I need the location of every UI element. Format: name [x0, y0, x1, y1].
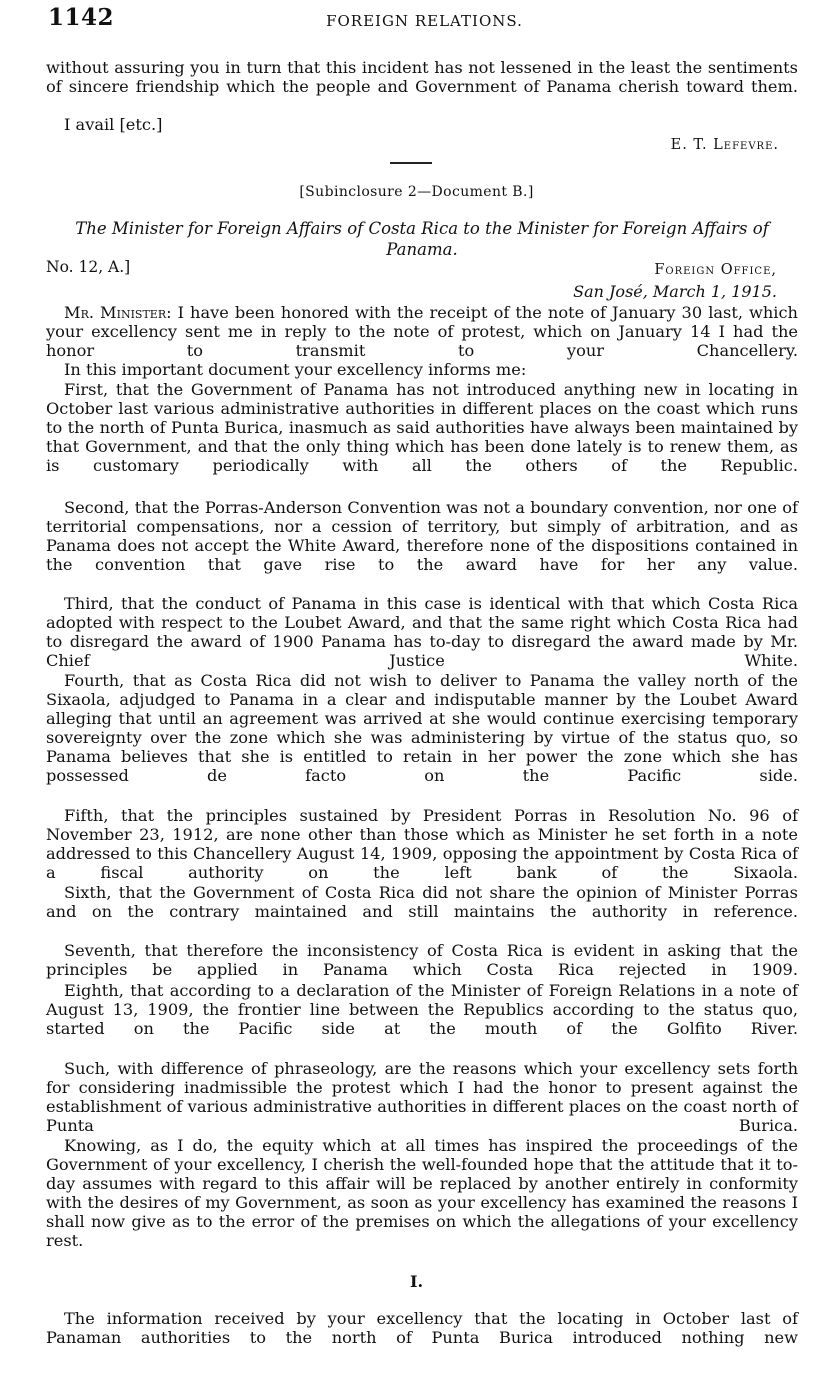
body-paragraph-2: In this important document your excellency informs me:: [64, 360, 527, 379]
body-paragraph-9: Seventh, that therefore the inconsistency of Costa Rica is evident in asking that the principles be applied in Panama which Costa Rica rejected in 1909.: [46, 941, 798, 979]
signature: E. T. Lefevre.: [670, 137, 779, 153]
body-paragraph-4: Second, that the Porras-Anderson Convention was not a boundary convention, nor one of territorial compensations, nor a cession of territory, but simply of arbitration, and as Panama does not accept the White Award, therefore none of the dispositions contained in the convention that gave rise to the award have for her any value.: [46, 498, 798, 574]
letter-title: The Minister for Foreign Affairs of Costa Rica to the Minister for Foreign Affairs of Panama.: [75, 219, 769, 259]
body-paragraph-12: Knowing, as I do, the equity which at all times has inspired the proceedings of the Government of your excellency, I cherish the well-founded hope that the attitude that it to-day assumes with regard to this affair will be replaced by another entirely in conformity with the desires of my Government, as soon as your excellency has examined the reasons I shall now give as to the error of the premises on which the allegations of your excellency rest.: [46, 1136, 798, 1250]
body-paragraph-6: Fourth, that as Costa Rica did not wish to deliver to Panama the valley north of the Sixaola, adjudged to Panama in a clear and indisputable manner by the Loubet Award alleging that until an agreement was arrived at she would continue exercising temporary sovereignty over the zone which she was administering by virtue of the status quo, so Panama believes that she is entitled to retain in her power the zone which she has possessed de facto on the Pacific side.: [46, 671, 798, 785]
document-number: No. 12, A.]: [46, 258, 131, 276]
section-heading: I.: [409, 1272, 424, 1291]
office-line: Foreign Office,: [654, 262, 777, 278]
body-paragraph-10: Eighth, that according to a declaration of the Minister of Foreign Relations in a note of August 13, 1909, the frontier line between the Republics according to the status quo, started on the Pacific side at the mouth of the Golfito River.: [46, 981, 798, 1038]
body-paragraph-7: Fifth, that the principles sustained by President Porras in Resolution No. 96 of November 23, 1912, are none other than those which as Minister he set forth in a note addressed to this Chancellery August 14, 1909, opposing the appointment by Costa Rica of a fiscal authority on the left bank of the Sixaola.: [46, 806, 798, 882]
section-paragraph: The information received by your excellency that the locating in October last of Panaman authorities to the north of Punta Burica introduced nothing new: [46, 1309, 798, 1347]
letter-date: San José, March 1, 1915.: [573, 282, 777, 301]
subinclosure-heading: [Subinclosure 2—Document B.]: [299, 184, 534, 200]
section-rule: [390, 162, 432, 164]
page-header: [48, 4, 801, 32]
body-paragraph-11: Such, with difference of phraseology, are the reasons which your excellency sets forth for considering inadmissible the protest which I had the honor to present against the establishment of various administrative authorities in different places on the coast north of Punta Burica.: [46, 1059, 798, 1135]
body-paragraph-3: First, that the Government of Panama has not introduced anything new in locating in October last various administrative authorities in different places on the coast which runs to the north of Punta Burica, inasmuch as said authorities have always been maintained by that Government, and that the only thing which has been done lately is to renew them, as is customary periodically with all the others of the Republic.: [46, 380, 798, 475]
body-paragraph-5: Third, that the conduct of Panama in this case is identical with that which Costa Rica adopted with respect to the Loubet Award, and that the same right which Costa Rica had to disregard the award of 1900 Panama has to-day to disregard the award made by Mr. Chief Justice White.: [46, 594, 798, 670]
avail-line: I avail [etc.]: [64, 115, 163, 134]
opening-paragraph: without assuring you in turn that this incident has not lessened in the least the sentiments of sincere friendship which the people and Government of Panama cherish toward them.: [46, 58, 798, 96]
page-number: 1142: [48, 4, 115, 31]
paragraph-text: I have been honored with the receipt of the note of January 30 last, which your excellency sent me in reply to the note of protest, which on January 14 I had the honor to transmit to your Chancellery.: [46, 303, 798, 360]
running-head: FOREIGN RELATIONS.: [326, 12, 523, 30]
body-paragraph-8: Sixth, that the Government of Costa Rica did not share the opinion of Minister Porras and on the contrary maintained and still maintains the authority in reference.: [46, 883, 798, 921]
salutation: Mr. Minister:: [64, 303, 172, 322]
